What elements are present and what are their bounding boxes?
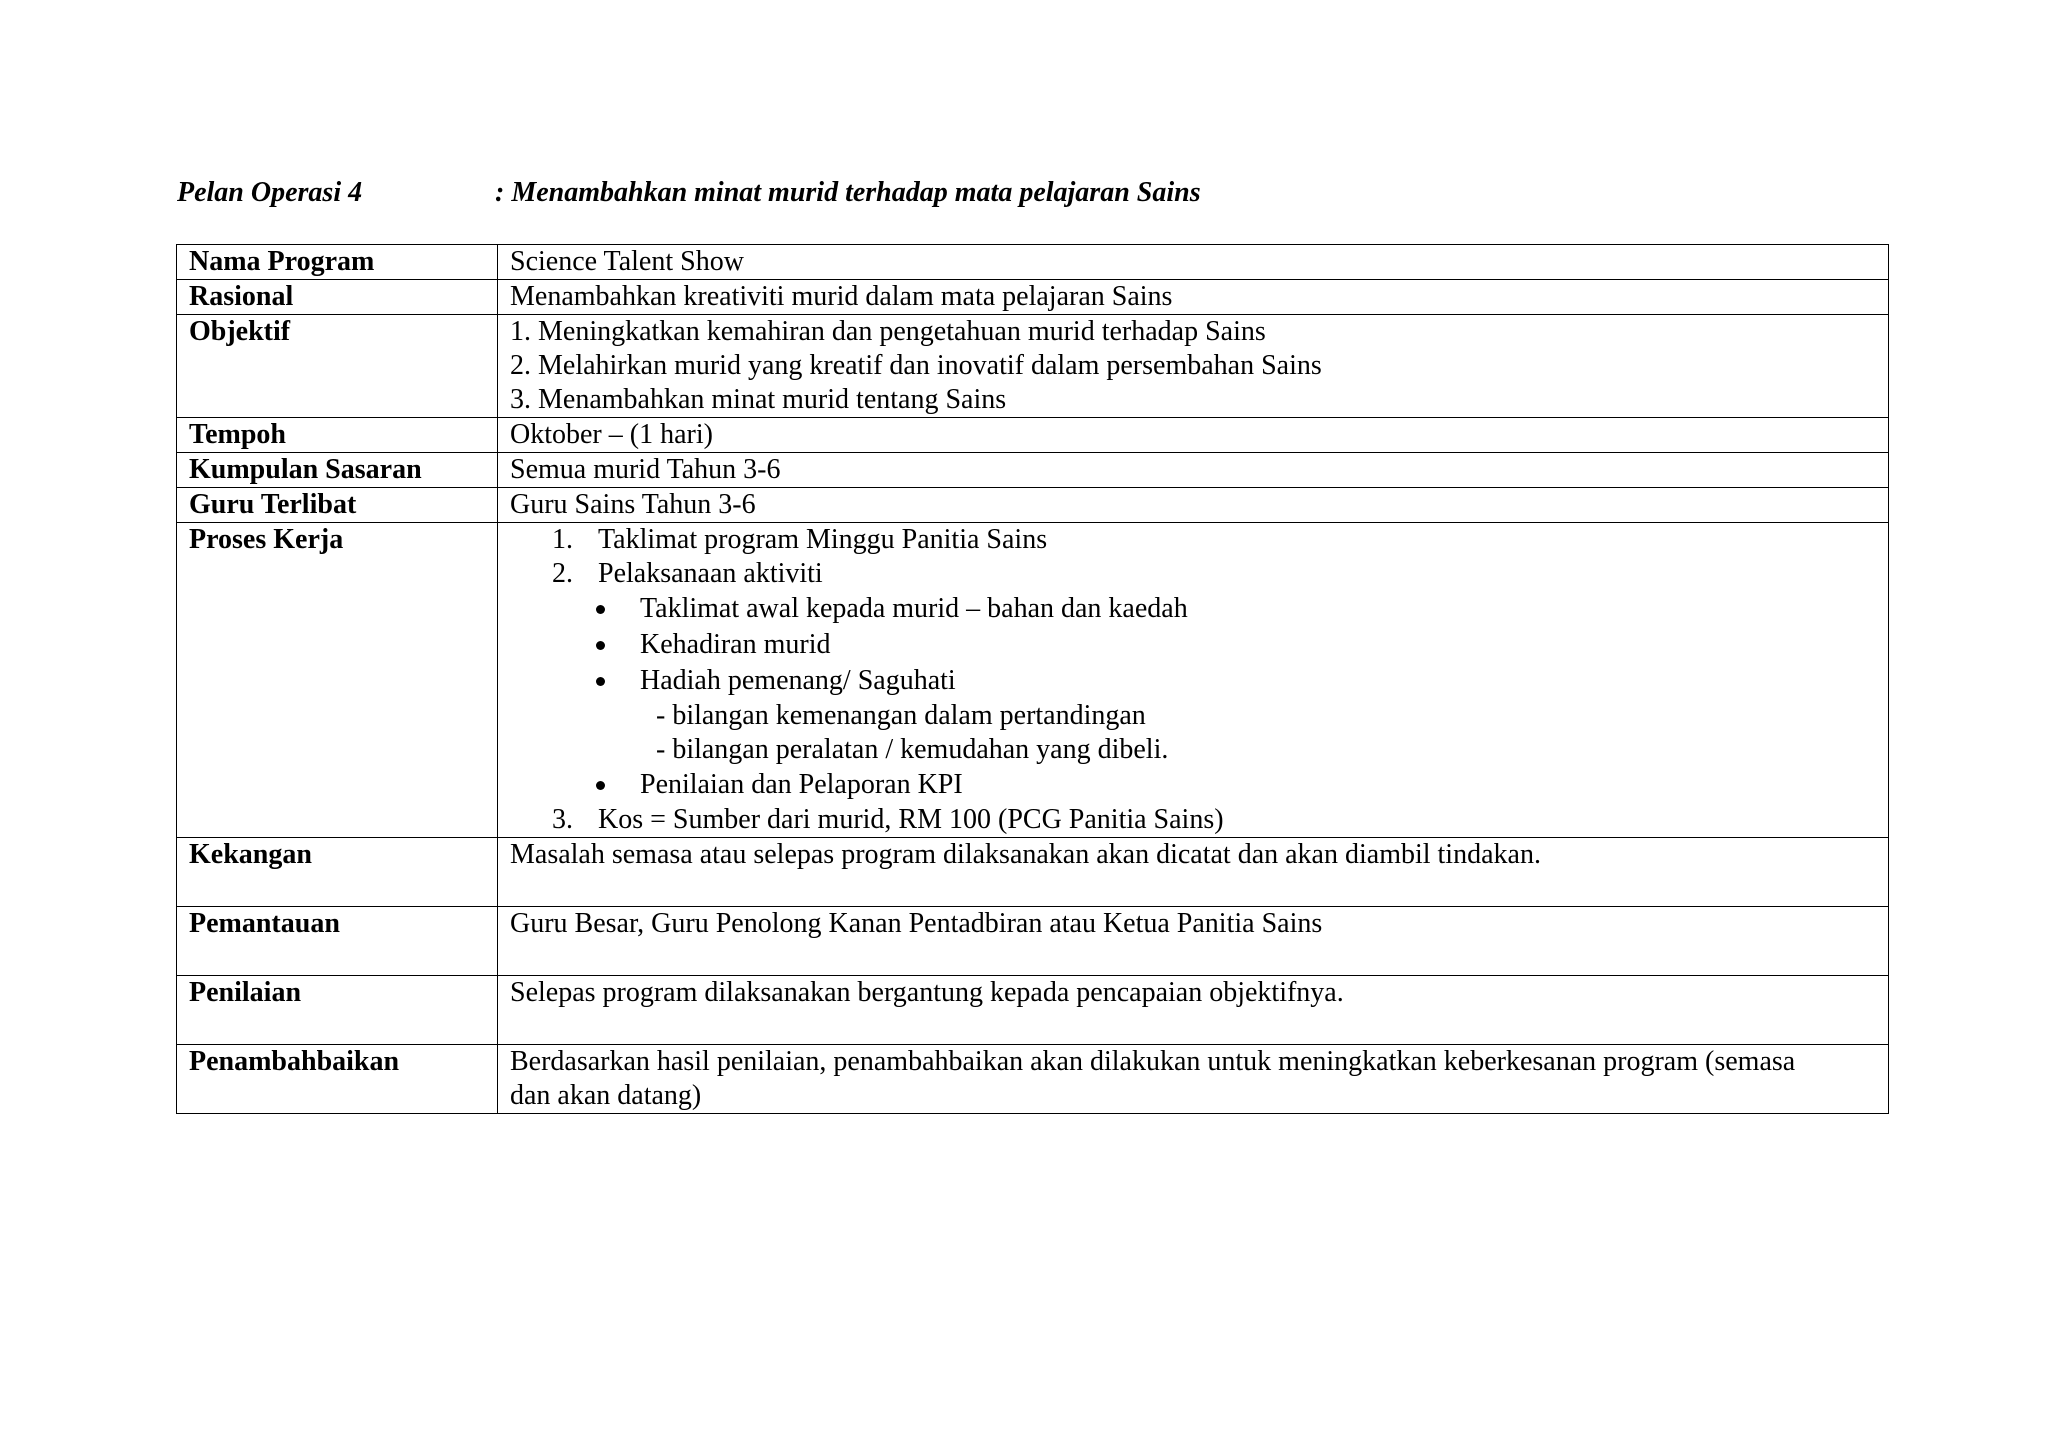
- row-value: Guru Sains Tahun 3-6: [498, 488, 1889, 523]
- bullet-text: Kehadiran murid: [640, 629, 831, 660]
- row-nama-program: [177, 245, 1889, 280]
- bullet-item: [510, 767, 1876, 803]
- activity-bullet-list: [598, 591, 1876, 803]
- bullet-icon: [596, 641, 605, 650]
- plan-table: [176, 244, 1889, 1114]
- row-label: Guru Terlibat: [177, 488, 498, 523]
- row-label: Rasional: [177, 280, 498, 315]
- process-step-list: [510, 523, 1876, 837]
- process-step: [510, 523, 1876, 557]
- row-label: Objektif: [177, 315, 498, 418]
- bullet-item: [510, 627, 1876, 663]
- bullet-text: Taklimat awal kepada murid – bahan dan kaedah: [640, 593, 1188, 624]
- row-objektif: [177, 315, 1889, 418]
- objective-item: 1. Meningkatkan kemahiran dan pengetahuan murid terhadap Sains: [510, 316, 1266, 347]
- row-label: Kumpulan Sasaran: [177, 453, 498, 488]
- process-step: [510, 803, 1876, 837]
- row-value: Menambahkan kreativiti murid dalam mata pelajaran Sains: [498, 280, 1889, 315]
- row-value: Science Talent Show: [498, 245, 1889, 280]
- row-proses-kerja: [177, 523, 1889, 838]
- objective-item: 3. Menambahkan minat murid tentang Sains: [510, 384, 1007, 415]
- objective-item: 2. Melahirkan murid yang kreatif dan inovatif dalam persembahan Sains: [510, 350, 1322, 381]
- bullet-icon: [596, 605, 605, 614]
- row-label: Nama Program: [177, 245, 498, 280]
- row-label: Pemantauan: [177, 907, 498, 976]
- sub-item: - bilangan peralatan / kemudahan yang dibeli.: [656, 734, 1169, 765]
- row-penambahbaikan: [177, 1045, 1889, 1114]
- row-pemantauan: [177, 907, 1889, 976]
- objective-list: [498, 315, 1889, 418]
- row-kumpulan-sasaran: [177, 453, 1889, 488]
- step-text: Taklimat program Minggu Panitia Sains: [598, 524, 1048, 555]
- bullet-item: [510, 663, 1876, 767]
- row-value: [498, 1045, 1889, 1114]
- row-label: Kekangan: [177, 838, 498, 907]
- row-tempoh: [177, 418, 1889, 453]
- bullet-item: [510, 591, 1876, 627]
- value-line: Berdasarkan hasil penilaian, penambahbaikan akan dilakukan untuk meningkatkan keberkesanan program (semasa: [510, 1046, 1796, 1077]
- bullet-text: Hadiah pemenang/ Saguhati: [640, 665, 956, 696]
- row-label: Penambahbaikan: [177, 1045, 498, 1114]
- plan-title: : Menambahkan minat murid terhadap mata pelajaran Sains: [495, 177, 1201, 208]
- row-value: Selepas program dilaksanakan bergantung kepada pencapaian objektifnya.: [498, 976, 1889, 1045]
- row-kekangan: [177, 838, 1889, 907]
- bullet-icon: [596, 781, 605, 790]
- process-step: [510, 557, 1876, 803]
- row-label: Proses Kerja: [177, 523, 498, 838]
- document-heading: [177, 175, 1201, 211]
- step-text: Kos = Sumber dari murid, RM 100 (PCG Panitia Sains): [598, 804, 1224, 835]
- step-number: 1.: [552, 524, 573, 555]
- bullet-text: Penilaian dan Pelaporan KPI: [640, 769, 963, 800]
- step-number: 2.: [552, 558, 573, 589]
- step-text: Pelaksanaan aktiviti: [598, 558, 823, 589]
- bullet-icon: [596, 677, 605, 686]
- sub-item: - bilangan kemenangan dalam pertandingan: [656, 700, 1146, 731]
- row-value: Masalah semasa atau selepas program dilaksanakan akan dicatat dan akan diambil tindakan.: [498, 838, 1889, 907]
- row-label: Tempoh: [177, 418, 498, 453]
- row-value: Guru Besar, Guru Penolong Kanan Pentadbiran atau Ketua Panitia Sains: [498, 907, 1889, 976]
- row-guru-terlibat: [177, 488, 1889, 523]
- row-rasional: [177, 280, 1889, 315]
- row-value: Semua murid Tahun 3-6: [498, 453, 1889, 488]
- step-number: 3.: [552, 804, 573, 835]
- plan-label: Pelan Operasi 4: [177, 177, 363, 208]
- row-label: Penilaian: [177, 976, 498, 1045]
- process-steps: [498, 523, 1889, 838]
- value-line: dan akan datang): [510, 1080, 702, 1111]
- row-value: Oktober – (1 hari): [498, 418, 1889, 453]
- row-penilaian: [177, 976, 1889, 1045]
